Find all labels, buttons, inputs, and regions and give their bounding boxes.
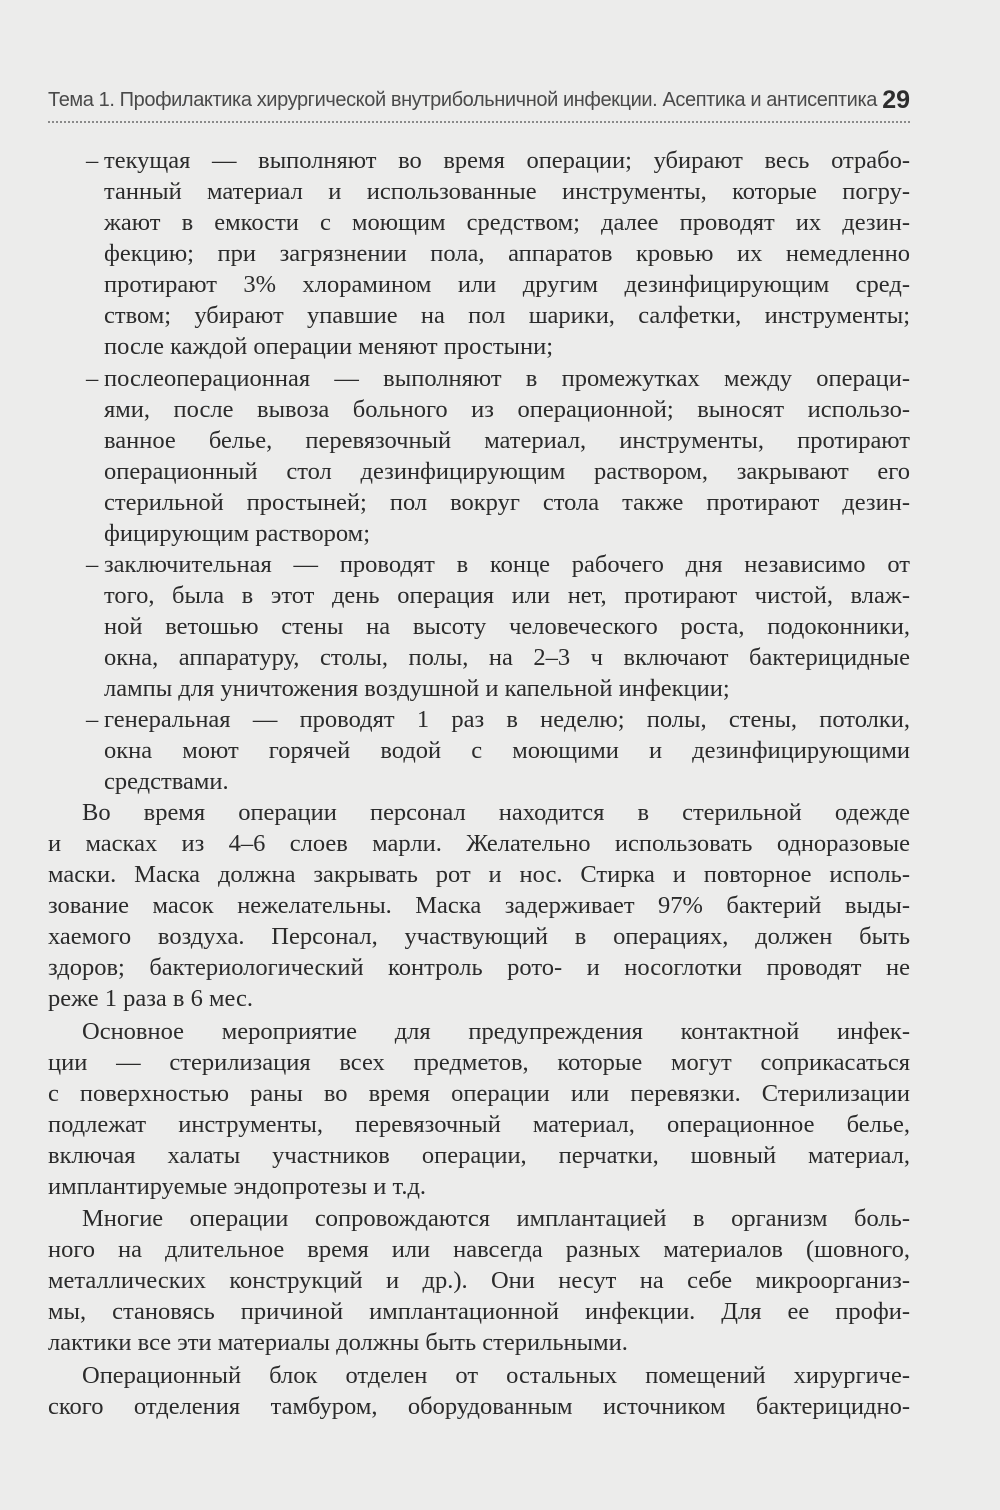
text-line: стерильной простыней; пол вокруг стола также протирают дезин- xyxy=(104,489,910,516)
paragraph-line: с поверхностью раны во время операции или перевязки. Стерилизации xyxy=(48,1080,910,1107)
paragraph-line: включая халаты участников операции, перчатки, шовный материал, xyxy=(48,1142,910,1169)
text-line: заключительная — проводят в конце рабочего дня независимо от xyxy=(104,551,910,578)
text-line: окна, аппаратуру, столы, полы, на 2–3 ч включают бактерицидные xyxy=(104,644,910,671)
text-line: средствами. xyxy=(104,768,229,795)
list-marker: – xyxy=(86,551,99,578)
text-line: ями, после вывоза больного из операционной; выносят использо- xyxy=(104,396,910,423)
text-line: после каждой операции меняют простыни; xyxy=(104,333,554,360)
paragraph-line: металлических конструкций и др.). Они несут на себе микроорганиз- xyxy=(48,1267,910,1294)
paragraph-line: ции — стерилизация всех предметов, которые могут соприкасаться xyxy=(48,1049,910,1076)
text-line: генеральная — проводят 1 раз в неделю; полы, стены, потолки, xyxy=(104,706,910,733)
text-line: послеоперационная — выполняют в промежутках между операци- xyxy=(104,365,910,392)
list-marker: – xyxy=(86,706,99,733)
header-dotted-rule xyxy=(48,121,910,123)
text-line: протирают 3% хлорамином или другим дезинфицирующим сред- xyxy=(104,271,910,298)
paragraph-line: подлежат инструменты, перевязочный материал, операционное белье, xyxy=(48,1111,910,1138)
text-line: ванное белье, перевязочный материал, инструменты, протирают xyxy=(104,427,910,454)
paragraph-line: лактики все эти материалы должны быть стерильными. xyxy=(48,1329,628,1356)
paragraph-line: хаемого воздуха. Персонал, участвующий в операциях, должен быть xyxy=(48,923,910,950)
paragraph-line: Операционный блок отделен от остальных помещений хирургиче- xyxy=(82,1362,910,1389)
text-line: танный материал и использованные инструменты, которые погру- xyxy=(104,178,910,205)
paragraph-line: мы, становясь причиной имплантационной инфекции. Для ее профи- xyxy=(48,1298,910,1325)
page-number: 29 xyxy=(882,86,910,114)
running-header xyxy=(48,86,910,116)
text-line: операционный стол дезинфицирующим раствором, закрывают его xyxy=(104,458,910,485)
paragraph-line: реже 1 раза в 6 мес. xyxy=(48,985,253,1012)
paragraph-line: Основное мероприятие для предупреждения контактной инфек- xyxy=(82,1018,910,1045)
paragraph-line: здоров; бактериологический контроль рото- и носоглотки проводят не xyxy=(48,954,910,981)
text-line: окна моют горячей водой с моющими и дезинфицирующими xyxy=(104,737,910,764)
paragraph-line: зование масок нежелательны. Маска задерживает 97% бактерий выды- xyxy=(48,892,910,919)
text-line: фицирующим раствором; xyxy=(104,520,370,547)
paragraph-line: имплантируемые эндопротезы и т.д. xyxy=(48,1173,427,1200)
paragraph-line: Многие операции сопровождаются имплантацией в организм боль- xyxy=(82,1205,910,1232)
paragraph-line: и масках из 4–6 слоев марли. Желательно использовать одноразовые xyxy=(48,830,910,857)
running-header-title: Тема 1. Профилактика хирургической внутрибольничной инфекции. Асептика и антисептика xyxy=(48,89,877,111)
list-marker: – xyxy=(86,147,99,174)
text-line: того, была в этот день операция или нет, протирают чистой, влаж- xyxy=(104,582,910,609)
list-marker: – xyxy=(86,365,99,392)
text-line: текущая — выполняют во время операции; убирают весь отрабо- xyxy=(104,147,910,174)
paragraph-line: Во время операции персонал находится в стерильной одежде xyxy=(82,799,910,826)
text-line: жают в емкости с моющим средством; далее проводят их дезин- xyxy=(104,209,910,236)
paragraph-line: ского отделения тамбуром, оборудованным источником бактерицидно- xyxy=(48,1393,910,1420)
text-line: фекцию; при загрязнении пола, аппаратов кровью их немедленно xyxy=(104,240,910,267)
paragraph-line: ного на длительное время или навсегда разных материалов (шовного, xyxy=(48,1236,910,1263)
text-line: ством; убирают упавшие на пол шарики, салфетки, инструменты; xyxy=(104,302,910,329)
text-line: лампы для уничтожения воздушной и капельной инфекции; xyxy=(104,675,730,702)
paragraph-line: маски. Маска должна закрывать рот и нос. Стирка и повторное исполь- xyxy=(48,861,910,888)
text-line: ной ветошью стены на высоту человеческого роста, подоконники, xyxy=(104,613,910,640)
